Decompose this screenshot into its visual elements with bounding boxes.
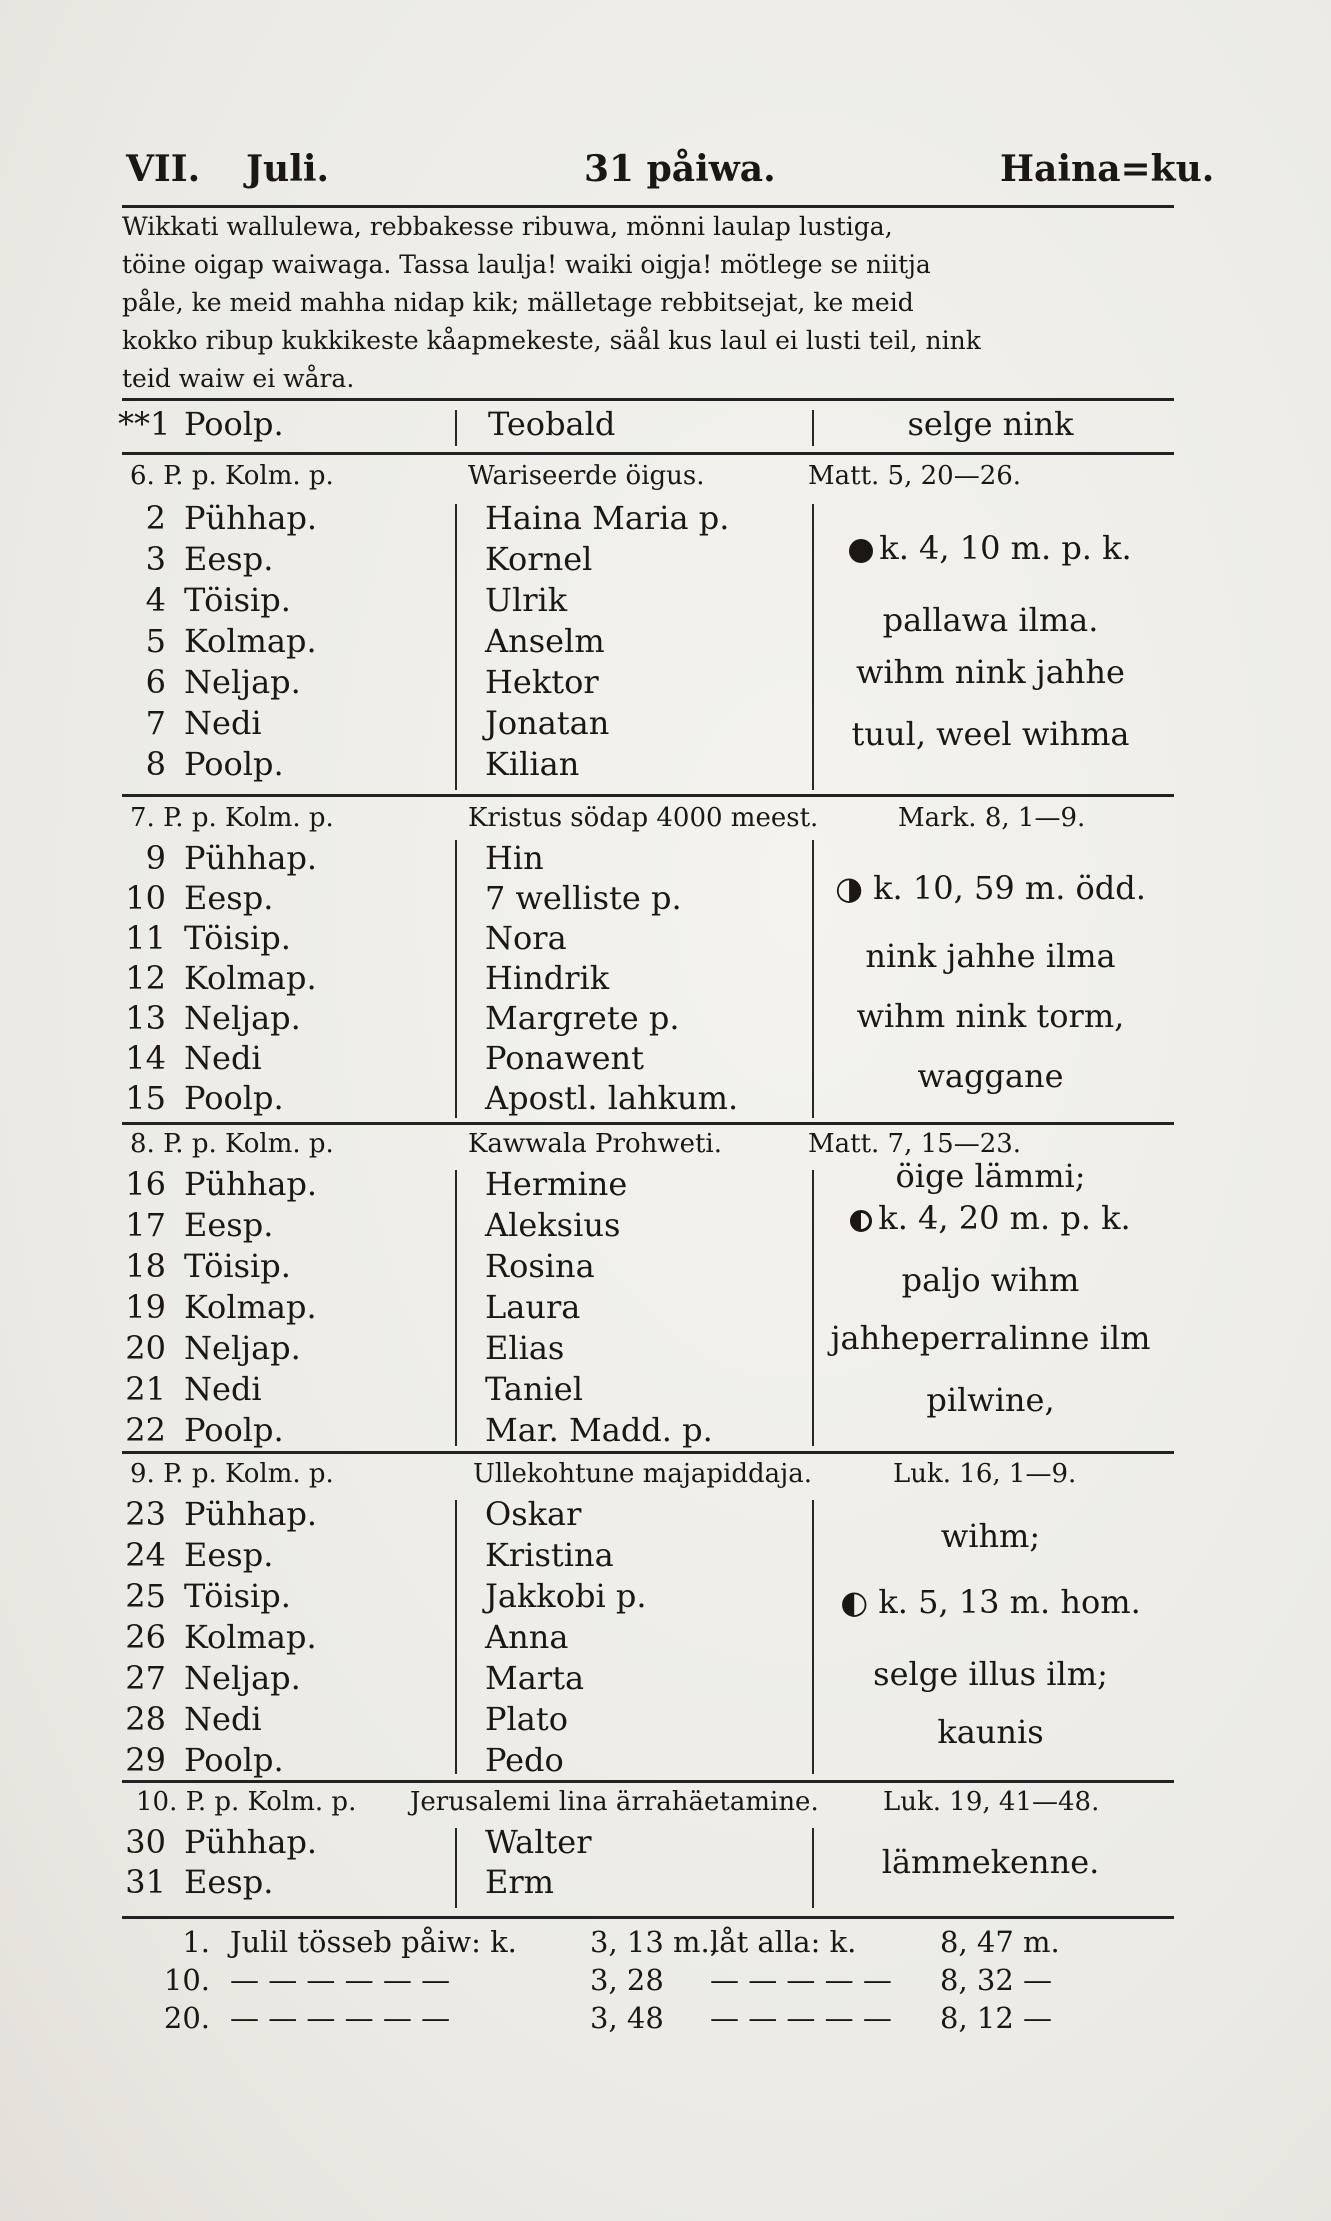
column-divider <box>455 1500 457 1774</box>
weekday: Eesp. <box>184 540 274 578</box>
name-day: Anna <box>485 1618 569 1656</box>
day-number: 31 <box>125 1863 166 1901</box>
sunday-label: 10. P. p. Kolm. p. <box>136 1787 357 1817</box>
month-number: VII. <box>126 148 201 190</box>
sunrise-row <box>150 1924 1170 1960</box>
name-day: Nora <box>485 919 567 957</box>
column-divider <box>812 1828 814 1908</box>
name-day: Ponawent <box>485 1039 644 1077</box>
gospel-title: Jerusalemi lina ärrahäetamine. <box>410 1787 819 1817</box>
name-day: Marta <box>485 1659 585 1697</box>
weather-note: kaunis <box>937 1713 1044 1751</box>
weekday: Eesp. <box>184 1536 274 1574</box>
intro-line: töine oigap waiwaga. Tassa laulja! waiki oigja! mötlege se niitja <box>122 250 931 279</box>
name-day: Hin <box>485 839 544 877</box>
weekday: Töisip. <box>184 581 291 619</box>
column-divider <box>455 1170 457 1446</box>
weekday: Kolmap. <box>184 622 317 660</box>
weekday: Pühhap. <box>184 1165 318 1203</box>
day-number: 24 <box>125 1536 166 1574</box>
new-moon-icon <box>850 1210 872 1232</box>
gospel-title: Wariseerde öigus. <box>468 461 705 491</box>
gospel-reading: Matt. 5, 20—26. <box>808 461 1022 491</box>
weekday: Kolmap. <box>184 1618 317 1656</box>
name-day: Kornel <box>485 540 593 578</box>
first-quarter-icon: ◐ <box>840 1583 869 1621</box>
day-number: 11 <box>125 919 166 957</box>
table-label: — — — — — <box>710 2001 892 2035</box>
weekday: Poolp. <box>184 1079 284 1117</box>
gospel-title: Kawwala Prohweti. <box>468 1129 723 1159</box>
weather-note: lämmekenne. <box>881 1843 1100 1881</box>
day-number: 19 <box>125 1288 166 1326</box>
weather-note: selge nink <box>907 405 1074 443</box>
name-day: Aleksius <box>485 1206 621 1244</box>
table-rule <box>122 1916 1174 1919</box>
weather-note: selge illus ilm; <box>873 1655 1108 1693</box>
name-day: Hindrik <box>485 959 610 997</box>
gospel-reading: Matt. 7, 15—23. <box>808 1129 1022 1159</box>
weekday: Töisip. <box>184 1577 291 1615</box>
weather-note: öige lämmi; <box>895 1157 1086 1195</box>
weekday: Kolmap. <box>184 959 317 997</box>
name-day: Jakkobi p. <box>485 1577 647 1615</box>
gospel-reading: Luk. 16, 1—9. <box>893 1459 1077 1489</box>
name-day: Mar. Madd. p. <box>485 1411 713 1449</box>
table-label: — — — — — — <box>230 2001 451 2035</box>
sunday-heading <box>118 1784 1168 1820</box>
weekday: Pühhap. <box>184 839 318 877</box>
table-label: Julil tösseb påiw: k. <box>230 1925 517 1959</box>
weekday: Kolmap. <box>184 1288 317 1326</box>
name-day: Haina Maria p. <box>485 499 730 537</box>
table-label: — — — — — <box>710 1963 892 1997</box>
weather-note: ◐ k. 5, 13 m. hom. <box>840 1583 1141 1621</box>
table-day: 20. <box>163 2001 210 2035</box>
day-number: 17 <box>125 1206 166 1244</box>
weekday: Pühhap. <box>184 1823 318 1861</box>
day-number: 12 <box>125 959 166 997</box>
weekday: Nedi <box>184 1039 262 1077</box>
name-day: Margrete p. <box>485 999 680 1037</box>
column-divider <box>812 840 814 1118</box>
week-rule <box>122 794 1174 797</box>
gospel-title: Ullekohtune majapiddaja. <box>473 1459 812 1489</box>
intro-line: kokko ribup kukkikeste kåapmekeste, säål kus laul ei lusti teil, nink <box>122 326 981 355</box>
sunrise-time: 3, 13 m., <box>590 1925 719 1959</box>
weather-note: ◑ k. 10, 59 m. ödd. <box>835 869 1146 907</box>
name-day: Walter <box>485 1823 592 1861</box>
name-day: Jonatan <box>485 704 610 742</box>
weekday: Neljap. <box>184 1329 301 1367</box>
table-label: — — — — — — <box>230 1963 451 1997</box>
sunday-label: 7. P. p. Kolm. p. <box>130 803 334 833</box>
week-rule <box>122 1122 1174 1125</box>
intro-line: påle, ke meid mahha nidap kik; mälletage rebbitsejat, ke meid <box>122 288 914 317</box>
zodiac-sign: Haina=ku. <box>1000 148 1215 190</box>
name-day: Kilian <box>485 745 580 783</box>
day-count: 31 påiwa. <box>584 148 776 190</box>
day-number: 26 <box>125 1618 166 1656</box>
table-day: 10. <box>163 1963 210 1997</box>
week-rule <box>122 1780 1174 1783</box>
day-number: 14 <box>125 1039 166 1077</box>
gospel-reading: Mark. 8, 1—9. <box>898 803 1086 833</box>
weather-note: pilwine, <box>926 1381 1055 1419</box>
sunrise-row <box>150 2000 1170 2036</box>
name-day: Teobald <box>488 405 616 443</box>
day-number: 28 <box>125 1700 166 1738</box>
column-divider <box>812 410 814 446</box>
column-divider <box>812 1500 814 1774</box>
weekday: Nedi <box>184 704 262 742</box>
name-day: Erm <box>485 1863 554 1901</box>
weekday: Eesp. <box>184 1863 274 1901</box>
day-number: 10 <box>125 879 166 917</box>
name-day: Hektor <box>485 663 599 701</box>
full-moon-icon <box>849 539 873 563</box>
weather-note: pallawa ilma. <box>882 601 1099 639</box>
name-day: Taniel <box>485 1370 583 1408</box>
weekday: Eesp. <box>184 879 274 917</box>
table-label: låt alla: k. <box>710 1925 857 1959</box>
day-number: 5 <box>145 622 166 660</box>
name-day: Hermine <box>485 1165 628 1203</box>
column-divider <box>812 504 814 790</box>
weekday: Poolp. <box>184 1741 284 1779</box>
day-number: 21 <box>125 1370 166 1408</box>
intro-rule <box>122 398 1174 401</box>
sunday-heading <box>118 458 1168 494</box>
weather-note: wihm nink torm, <box>856 997 1125 1035</box>
weekday: Nedi <box>184 1700 262 1738</box>
last-quarter-icon: ◑ <box>835 869 863 907</box>
weather-note: k. 4, 20 m. p. k. <box>813 1198 1168 1238</box>
weekday: Pühhap. <box>184 499 318 537</box>
weekday: Töisip. <box>184 919 291 957</box>
day-number: 23 <box>125 1495 166 1533</box>
name-day: Oskar <box>485 1495 582 1533</box>
name-day: Pedo <box>485 1741 564 1779</box>
day-number: 13 <box>125 999 166 1037</box>
sunday-heading <box>118 800 1168 836</box>
intro-line: teid waiw ei wåra. <box>122 364 355 393</box>
day-number: 22 <box>125 1411 166 1449</box>
day-number: **1 <box>118 405 171 443</box>
intro-line: Wikkati wallulewa, rebbakesse ribuwa, mönni laulap lustiga, <box>122 212 893 241</box>
name-day: Rosina <box>485 1247 595 1285</box>
weather-note: tuul, weel wihma <box>851 715 1130 753</box>
name-day: Plato <box>485 1700 568 1738</box>
day-number: 18 <box>125 1247 166 1285</box>
day-number: 8 <box>145 745 166 783</box>
weekday: Neljap. <box>184 999 301 1037</box>
sunrise-row <box>150 1962 1170 1998</box>
intro-paragraph <box>122 208 1172 398</box>
name-day: Elias <box>485 1329 565 1367</box>
weekday: Poolp. <box>184 745 284 783</box>
weather-note: waggane <box>917 1057 1064 1095</box>
weekday: Neljap. <box>184 1659 301 1697</box>
day-number: 27 <box>125 1659 166 1697</box>
day-number: 7 <box>145 704 166 742</box>
weekday: Neljap. <box>184 663 301 701</box>
name-day: 7 welliste p. <box>485 879 682 917</box>
sunset-time: 8, 47 m. <box>940 1925 1060 1959</box>
column-divider <box>455 410 457 446</box>
name-day: Laura <box>485 1288 581 1326</box>
table-day: 1. <box>182 1925 210 1959</box>
day-number: 30 <box>125 1823 166 1861</box>
weather-note: paljo wihm <box>901 1261 1080 1299</box>
weekday: Poolp. <box>184 405 284 443</box>
day-number: 20 <box>125 1329 166 1367</box>
day-number: 2 <box>145 499 166 537</box>
column-divider <box>455 1828 457 1908</box>
sunday-label: 6. P. p. Kolm. p. <box>130 461 334 491</box>
day-number: 29 <box>125 1741 166 1779</box>
day-number: 6 <box>145 663 166 701</box>
weather-note: k. 4, 10 m. p. k. <box>813 528 1168 568</box>
sunday-label: 9. P. p. Kolm. p. <box>130 1459 334 1489</box>
gospel-title: Kristus södap 4000 meest. <box>468 803 819 833</box>
sunset-time: 8, 32 — <box>940 1963 1053 1997</box>
weather-note: wihm; <box>940 1517 1041 1555</box>
day-number: 3 <box>145 540 166 578</box>
weekday: Eesp. <box>184 1206 274 1244</box>
weekday: Töisip. <box>184 1247 291 1285</box>
day-number: 15 <box>125 1079 166 1117</box>
weather-note: jahheperralinne ilm <box>830 1319 1151 1357</box>
weekday: Poolp. <box>184 1411 284 1449</box>
weekday: Pühhap. <box>184 1495 318 1533</box>
sunset-time: 8, 12 — <box>940 2001 1053 2035</box>
row-rule <box>122 452 1174 455</box>
name-day: Apostl. lahkum. <box>485 1079 739 1117</box>
month-name: Juli. <box>246 148 330 190</box>
day-number: 25 <box>125 1577 166 1615</box>
weekday: Nedi <box>184 1370 262 1408</box>
column-divider <box>812 1170 814 1446</box>
column-divider <box>455 840 457 1118</box>
sunday-heading <box>118 1456 1168 1492</box>
name-day: Anselm <box>485 622 605 660</box>
day-number: 9 <box>145 839 166 877</box>
sunrise-time: 3, 48 <box>590 2001 664 2035</box>
day-number: 16 <box>125 1165 166 1203</box>
column-divider <box>455 504 457 790</box>
weather-note: nink jahhe ilma <box>865 937 1116 975</box>
gospel-reading: Luk. 19, 41—48. <box>883 1787 1100 1817</box>
sunday-label: 8. P. p. Kolm. p. <box>130 1129 334 1159</box>
sunrise-time: 3, 28 <box>590 1963 664 1997</box>
name-day: Ulrik <box>485 581 568 619</box>
weather-note: wihm nink jahhe <box>856 653 1125 691</box>
week-rule <box>122 1451 1174 1454</box>
name-day: Kristina <box>485 1536 614 1574</box>
day-number: 4 <box>145 581 166 619</box>
